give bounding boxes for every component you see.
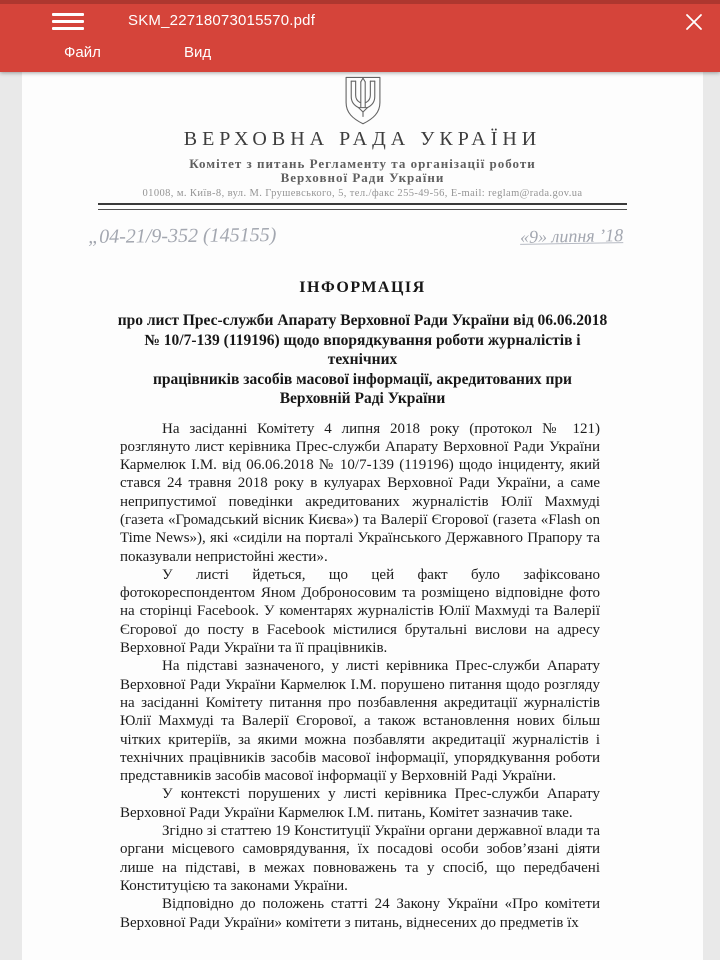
menu-icon[interactable] — [52, 13, 84, 31]
paragraph: У контексті порушених у листі керівника Прес-служби Апарату Верховної Ради України Кармелюк І.М. питань, Комітет зазначив таке. — [120, 786, 600, 821]
menu-view[interactable]: Вид — [184, 44, 212, 61]
subject-line: про лист Прес-служби Апарату Верховної Ради України від 06.06.2018 — [117, 312, 608, 329]
subject-line: Верховній Раді України — [279, 390, 446, 407]
paragraph: На підставі зазначеного, у листі керівника Прес-служби Апарату Верховної Ради України Кармелюк І.М. порушено питання щодо розгляду на засіданні Комітету питання про позбавлення акредитації журналістів Юлії Махмуді та Валерії Єгорової, а також встановлення нових більш чітких критеріїв, за якими можна позбавляти акредитації журналістів і технічних працівників засобів масової інформації, упорядкування роботи представників засобів масової інформації у Верховній Раді України. — [120, 658, 600, 785]
document-body — [120, 420, 600, 932]
letterhead-rule — [98, 203, 627, 210]
handwritten-registration-number: „04-21/9-352 (145155) — [87, 224, 277, 248]
handwritten-annotations — [88, 223, 623, 249]
document-filename: SKM_22718073015570.pdf — [128, 12, 316, 29]
document-subject — [117, 311, 608, 409]
handwritten-date: «9» липня ’18 — [519, 225, 624, 247]
document-title: ІНФОРМАЦІЯ — [299, 279, 426, 296]
subject-line: № 10/7-139 (119196) щодо впорядкування роботи журналістів і технічних — [144, 331, 581, 368]
letterhead-address: 01008, м. Київ-8, вул. М. Грушевського, 5, тел./факс 255-49-56, E-mail: reglam@rada.gov.ua — [142, 188, 583, 199]
appbar — [0, 0, 720, 72]
paragraph: Згідно зі статтею 19 Конституції України органи державної влади та органи місцевого самоврядування, їх посадові особи зобов’язані діяти лише на підставі, в межах повноважень та у спосіб, що передбачені Конституцією та законами України. — [120, 823, 600, 894]
menu-file[interactable]: Файл — [64, 44, 101, 61]
paragraph: Відповідно до положень статті 24 Закону України «Про комітети Верховної Ради України» комітети з питань, віднесених до предметів їх — [120, 896, 600, 931]
org-name: ВЕРХОВНА РАДА УКРАЇНИ — [183, 128, 542, 150]
close-icon[interactable] — [682, 10, 706, 34]
committee-line-2: Верховної Ради України — [280, 170, 445, 185]
paragraph: На засіданні Комітету 4 липня 2018 року (протокол № 121) розглянуто лист керівника Прес-служби Апарату Верховної Ради України Кармелюк І.М. від 06.06.2018 № 10/7-139 (119196) щодо інциденту, який стався 24 травня 2018 року в кулуарах Верховної Ради України, а саме неприпустимої поведінки акредитованих журналістів Юлії Махмуді (газета «Громадський вісник Києва») та Валерії Єгорової (газета «Flash on Time News»), які «сиділи на порталі Українського Державного Прапору та показували непристойні жести». — [120, 420, 600, 565]
coat-of-arms-emblem — [340, 76, 386, 126]
committee-line-1: Комітет з питань Регламенту та організації роботи — [189, 156, 536, 171]
statusbar-shade — [0, 0, 720, 4]
pdf-page[interactable] — [22, 72, 703, 960]
paragraph: У листі йдеться, що цей факт було зафіксовано фотокореспондентом Яном Доброносовим та розміщено відповідне фото на сторінці Facebook. У коментарях журналістів Юлії Махмуді та Валерії Єгорової до посту в Facebook містилися брутальні вислови на адресу Верховної Ради України та її працівників. — [120, 566, 600, 657]
subject-line: працівників засобів масової інформації, акредитованих при — [152, 370, 572, 388]
